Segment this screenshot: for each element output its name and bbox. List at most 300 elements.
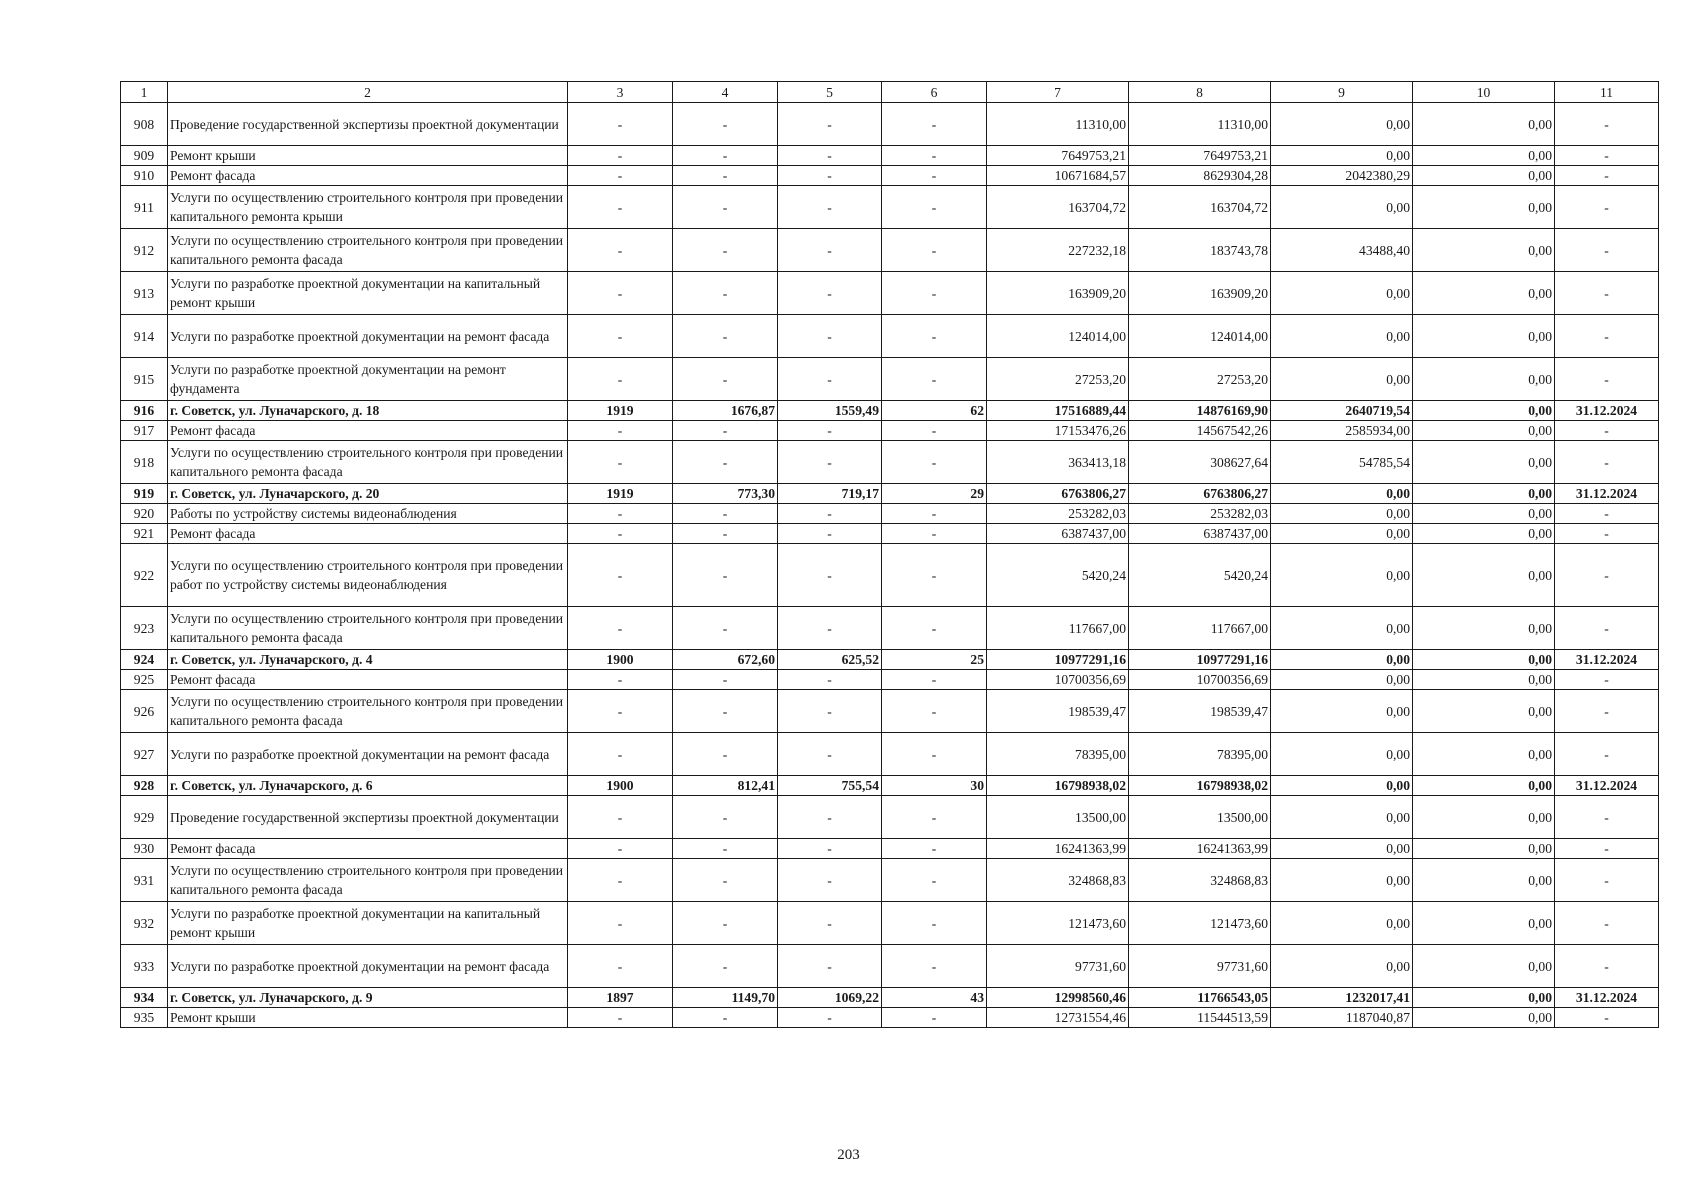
work-name-cell: Работы по устройству системы видеонаблюдения (168, 504, 568, 524)
fund-cost-cell: 11544513,59 (1129, 1008, 1271, 1028)
document-sheet (120, 81, 1659, 1028)
row-number-cell: 934 (121, 988, 168, 1008)
fund-cost-cell: 124014,00 (1129, 315, 1271, 358)
row-number-cell: 925 (121, 670, 168, 690)
completion-date-cell: 31.12.2024 (1555, 484, 1659, 504)
budget-cost-cell: 0,00 (1413, 229, 1555, 272)
area-living-cell: 1559,49 (778, 401, 882, 421)
residents-cell: - (882, 103, 987, 146)
total-cost-cell: 10977291,16 (987, 650, 1129, 670)
row-number-cell: 927 (121, 733, 168, 776)
total-cost-cell: 121473,60 (987, 902, 1129, 945)
total-cost-cell: 163909,20 (987, 272, 1129, 315)
year-cell: - (568, 733, 673, 776)
area-total-cell: - (673, 315, 778, 358)
area-living-cell: - (778, 1008, 882, 1028)
row-number-cell: 915 (121, 358, 168, 401)
fund-cost-cell: 6387437,00 (1129, 524, 1271, 544)
residents-cell: - (882, 504, 987, 524)
year-cell: 1900 (568, 776, 673, 796)
budget-cost-cell: 0,00 (1413, 421, 1555, 441)
area-total-cell: - (673, 945, 778, 988)
area-living-cell: - (778, 902, 882, 945)
area-total-cell: - (673, 358, 778, 401)
other-source-cell: 0,00 (1271, 690, 1413, 733)
budget-cost-cell: 0,00 (1413, 504, 1555, 524)
area-total-cell: - (673, 607, 778, 650)
address-cell: г. Советск, ул. Луначарского, д. 6 (168, 776, 568, 796)
completion-date-cell: - (1555, 272, 1659, 315)
row-number-cell: 929 (121, 796, 168, 839)
fund-cost-cell: 183743,78 (1129, 229, 1271, 272)
area-total-cell: - (673, 524, 778, 544)
residents-cell: - (882, 272, 987, 315)
fund-cost-cell: 14567542,26 (1129, 421, 1271, 441)
residents-cell: - (882, 690, 987, 733)
area-living-cell: - (778, 229, 882, 272)
row-number-cell: 924 (121, 650, 168, 670)
residents-cell: - (882, 166, 987, 186)
work-name-cell: Ремонт крыши (168, 146, 568, 166)
table-row (121, 670, 1659, 690)
budget-cost-cell: 0,00 (1413, 544, 1555, 607)
other-source-cell: 0,00 (1271, 796, 1413, 839)
budget-cost-cell: 0,00 (1413, 524, 1555, 544)
row-number-cell: 919 (121, 484, 168, 504)
year-cell: - (568, 166, 673, 186)
area-living-cell: 625,52 (778, 650, 882, 670)
total-cost-cell: 13500,00 (987, 796, 1129, 839)
fund-cost-cell: 308627,64 (1129, 441, 1271, 484)
work-name-cell: Услуги по осуществлению строительного контроля при проведении капитального ремонта фасада (168, 229, 568, 272)
area-total-cell: - (673, 670, 778, 690)
year-cell: - (568, 902, 673, 945)
work-name-cell: Услуги по разработке проектной документации на капитальный ремонт крыши (168, 272, 568, 315)
address-row (121, 650, 1659, 670)
total-cost-cell: 124014,00 (987, 315, 1129, 358)
other-source-cell: 1232017,41 (1271, 988, 1413, 1008)
residents-cell: - (882, 229, 987, 272)
table-row (121, 146, 1659, 166)
table-row (121, 945, 1659, 988)
completion-date-cell: - (1555, 607, 1659, 650)
residents-cell: - (882, 186, 987, 229)
row-number-cell: 916 (121, 401, 168, 421)
completion-date-cell: - (1555, 670, 1659, 690)
year-cell: - (568, 272, 673, 315)
residents-cell: - (882, 839, 987, 859)
completion-date-cell: - (1555, 902, 1659, 945)
column-header-11: 11 (1555, 82, 1659, 103)
budget-cost-cell: 0,00 (1413, 1008, 1555, 1028)
completion-date-cell: - (1555, 504, 1659, 524)
other-source-cell: 0,00 (1271, 484, 1413, 504)
year-cell: 1919 (568, 484, 673, 504)
column-header-7: 7 (987, 82, 1129, 103)
completion-date-cell: - (1555, 524, 1659, 544)
work-name-cell: Услуги по осуществлению строительного контроля при проведении работ по устройству системы видеонаблюдения (168, 544, 568, 607)
budget-cost-cell: 0,00 (1413, 690, 1555, 733)
completion-date-cell: 31.12.2024 (1555, 988, 1659, 1008)
area-total-cell: - (673, 544, 778, 607)
residents-cell: - (882, 544, 987, 607)
residents-cell: - (882, 796, 987, 839)
table-row (121, 358, 1659, 401)
residents-cell: - (882, 670, 987, 690)
total-cost-cell: 17153476,26 (987, 421, 1129, 441)
year-cell: - (568, 421, 673, 441)
other-source-cell: 0,00 (1271, 650, 1413, 670)
area-total-cell: 1676,87 (673, 401, 778, 421)
budget-cost-cell: 0,00 (1413, 796, 1555, 839)
residents-cell: - (882, 607, 987, 650)
fund-cost-cell: 13500,00 (1129, 796, 1271, 839)
work-name-cell: Услуги по разработке проектной документации на ремонт фасада (168, 945, 568, 988)
table-row (121, 272, 1659, 315)
fund-cost-cell: 14876169,90 (1129, 401, 1271, 421)
address-cell: г. Советск, ул. Луначарского, д. 9 (168, 988, 568, 1008)
fund-cost-cell: 117667,00 (1129, 607, 1271, 650)
budget-cost-cell: 0,00 (1413, 859, 1555, 902)
column-header-9: 9 (1271, 82, 1413, 103)
work-name-cell: Ремонт фасада (168, 670, 568, 690)
area-total-cell: 1149,70 (673, 988, 778, 1008)
area-living-cell: - (778, 733, 882, 776)
area-living-cell: - (778, 103, 882, 146)
column-header-8: 8 (1129, 82, 1271, 103)
residents-cell: 29 (882, 484, 987, 504)
total-cost-cell: 12731554,46 (987, 1008, 1129, 1028)
other-source-cell: 0,00 (1271, 776, 1413, 796)
area-total-cell: - (673, 504, 778, 524)
residents-cell: - (882, 441, 987, 484)
total-cost-cell: 16241363,99 (987, 839, 1129, 859)
area-living-cell: 755,54 (778, 776, 882, 796)
completion-date-cell: - (1555, 1008, 1659, 1028)
completion-date-cell: - (1555, 839, 1659, 859)
work-name-cell: Услуги по разработке проектной документации на капитальный ремонт крыши (168, 902, 568, 945)
other-source-cell: 54785,54 (1271, 441, 1413, 484)
fund-cost-cell: 163704,72 (1129, 186, 1271, 229)
address-cell: г. Советск, ул. Луначарского, д. 4 (168, 650, 568, 670)
area-total-cell: - (673, 690, 778, 733)
year-cell: - (568, 524, 673, 544)
table-row (121, 186, 1659, 229)
area-living-cell: - (778, 945, 882, 988)
address-cell: г. Советск, ул. Луначарского, д. 18 (168, 401, 568, 421)
work-name-cell: Услуги по разработке проектной документации на ремонт фасада (168, 315, 568, 358)
fund-cost-cell: 6763806,27 (1129, 484, 1271, 504)
table-row (121, 441, 1659, 484)
completion-date-cell: - (1555, 421, 1659, 441)
other-source-cell: 0,00 (1271, 272, 1413, 315)
completion-date-cell: - (1555, 690, 1659, 733)
fund-cost-cell: 78395,00 (1129, 733, 1271, 776)
residents-cell: - (882, 733, 987, 776)
area-total-cell: - (673, 421, 778, 441)
work-name-cell: Услуги по осуществлению строительного контроля при проведении капитального ремонта фасада (168, 441, 568, 484)
table-row (121, 733, 1659, 776)
fund-cost-cell: 16241363,99 (1129, 839, 1271, 859)
other-source-cell: 0,00 (1271, 902, 1413, 945)
fund-cost-cell: 5420,24 (1129, 544, 1271, 607)
row-number-cell: 928 (121, 776, 168, 796)
area-total-cell: - (673, 186, 778, 229)
area-living-cell: - (778, 504, 882, 524)
address-cell: г. Советск, ул. Луначарского, д. 20 (168, 484, 568, 504)
row-number-cell: 930 (121, 839, 168, 859)
residents-cell: - (882, 315, 987, 358)
budget-cost-cell: 0,00 (1413, 103, 1555, 146)
row-number-cell: 912 (121, 229, 168, 272)
other-source-cell: 0,00 (1271, 524, 1413, 544)
area-living-cell: - (778, 524, 882, 544)
year-cell: - (568, 441, 673, 484)
fund-cost-cell: 8629304,28 (1129, 166, 1271, 186)
year-cell: - (568, 859, 673, 902)
row-number-cell: 911 (121, 186, 168, 229)
row-number-cell: 918 (121, 441, 168, 484)
area-living-cell: - (778, 421, 882, 441)
area-total-cell: - (673, 103, 778, 146)
work-name-cell: Услуги по разработке проектной документации на ремонт фундамента (168, 358, 568, 401)
column-header-10: 10 (1413, 82, 1555, 103)
area-living-cell: 719,17 (778, 484, 882, 504)
work-name-cell: Ремонт крыши (168, 1008, 568, 1028)
year-cell: - (568, 796, 673, 839)
total-cost-cell: 10671684,57 (987, 166, 1129, 186)
completion-date-cell: 31.12.2024 (1555, 401, 1659, 421)
fund-cost-cell: 121473,60 (1129, 902, 1271, 945)
other-source-cell: 2042380,29 (1271, 166, 1413, 186)
total-cost-cell: 12998560,46 (987, 988, 1129, 1008)
area-living-cell: - (778, 690, 882, 733)
fund-cost-cell: 16798938,02 (1129, 776, 1271, 796)
year-cell: - (568, 670, 673, 690)
budget-cost-cell: 0,00 (1413, 401, 1555, 421)
completion-date-cell: - (1555, 315, 1659, 358)
total-cost-cell: 17516889,44 (987, 401, 1129, 421)
year-cell: - (568, 690, 673, 733)
budget-cost-cell: 0,00 (1413, 358, 1555, 401)
work-name-cell: Услуги по осуществлению строительного контроля при проведении капитального ремонта фасада (168, 607, 568, 650)
area-living-cell: - (778, 146, 882, 166)
total-cost-cell: 198539,47 (987, 690, 1129, 733)
area-total-cell: - (673, 146, 778, 166)
column-header-3: 3 (568, 82, 673, 103)
registry-table (120, 81, 1659, 1028)
fund-cost-cell: 11766543,05 (1129, 988, 1271, 1008)
residents-cell: - (882, 146, 987, 166)
work-name-cell: Ремонт фасада (168, 421, 568, 441)
work-name-cell: Проведение государственной экспертизы проектной документации (168, 796, 568, 839)
address-row (121, 776, 1659, 796)
row-number-cell: 935 (121, 1008, 168, 1028)
area-total-cell: - (673, 272, 778, 315)
budget-cost-cell: 0,00 (1413, 146, 1555, 166)
completion-date-cell: - (1555, 796, 1659, 839)
total-cost-cell: 6387437,00 (987, 524, 1129, 544)
year-cell: 1919 (568, 401, 673, 421)
other-source-cell: 0,00 (1271, 733, 1413, 776)
table-row (121, 796, 1659, 839)
table-row (121, 690, 1659, 733)
budget-cost-cell: 0,00 (1413, 607, 1555, 650)
address-row (121, 484, 1659, 504)
completion-date-cell: - (1555, 441, 1659, 484)
area-total-cell: - (673, 166, 778, 186)
completion-date-cell: - (1555, 229, 1659, 272)
area-total-cell: 773,30 (673, 484, 778, 504)
fund-cost-cell: 7649753,21 (1129, 146, 1271, 166)
residents-cell: - (882, 1008, 987, 1028)
address-row (121, 988, 1659, 1008)
row-number-cell: 917 (121, 421, 168, 441)
other-source-cell: 0,00 (1271, 945, 1413, 988)
work-name-cell: Ремонт фасада (168, 839, 568, 859)
other-source-cell: 0,00 (1271, 670, 1413, 690)
row-number-cell: 931 (121, 859, 168, 902)
other-source-cell: 0,00 (1271, 146, 1413, 166)
area-living-cell: - (778, 272, 882, 315)
budget-cost-cell: 0,00 (1413, 484, 1555, 504)
year-cell: - (568, 315, 673, 358)
table-row (121, 524, 1659, 544)
fund-cost-cell: 10700356,69 (1129, 670, 1271, 690)
table-row (121, 103, 1659, 146)
other-source-cell: 0,00 (1271, 358, 1413, 401)
other-source-cell: 43488,40 (1271, 229, 1413, 272)
row-number-cell: 910 (121, 166, 168, 186)
fund-cost-cell: 253282,03 (1129, 504, 1271, 524)
work-name-cell: Услуги по осуществлению строительного контроля при проведении капитального ремонта крыши (168, 186, 568, 229)
table-row (121, 544, 1659, 607)
budget-cost-cell: 0,00 (1413, 945, 1555, 988)
area-total-cell: - (673, 839, 778, 859)
budget-cost-cell: 0,00 (1413, 650, 1555, 670)
area-living-cell: - (778, 859, 882, 902)
budget-cost-cell: 0,00 (1413, 272, 1555, 315)
residents-cell: 43 (882, 988, 987, 1008)
column-header-1: 1 (121, 82, 168, 103)
column-header-2: 2 (168, 82, 568, 103)
table-row (121, 166, 1659, 186)
fund-cost-cell: 163909,20 (1129, 272, 1271, 315)
residents-cell: - (882, 859, 987, 902)
total-cost-cell: 363413,18 (987, 441, 1129, 484)
area-total-cell: - (673, 796, 778, 839)
table-row (121, 504, 1659, 524)
total-cost-cell: 97731,60 (987, 945, 1129, 988)
work-name-cell: Проведение государственной экспертизы проектной документации (168, 103, 568, 146)
total-cost-cell: 117667,00 (987, 607, 1129, 650)
row-number-cell: 909 (121, 146, 168, 166)
total-cost-cell: 227232,18 (987, 229, 1129, 272)
work-name-cell: Услуги по разработке проектной документации на ремонт фасада (168, 733, 568, 776)
residents-cell: 30 (882, 776, 987, 796)
area-living-cell: - (778, 315, 882, 358)
address-row (121, 401, 1659, 421)
column-header-6: 6 (882, 82, 987, 103)
completion-date-cell: - (1555, 166, 1659, 186)
budget-cost-cell: 0,00 (1413, 315, 1555, 358)
completion-date-cell: - (1555, 733, 1659, 776)
residents-cell: 62 (882, 401, 987, 421)
budget-cost-cell: 0,00 (1413, 776, 1555, 796)
table-row (121, 421, 1659, 441)
total-cost-cell: 324868,83 (987, 859, 1129, 902)
other-source-cell: 0,00 (1271, 544, 1413, 607)
budget-cost-cell: 0,00 (1413, 670, 1555, 690)
row-number-cell: 932 (121, 902, 168, 945)
fund-cost-cell: 324868,83 (1129, 859, 1271, 902)
budget-cost-cell: 0,00 (1413, 733, 1555, 776)
table-row (121, 859, 1659, 902)
budget-cost-cell: 0,00 (1413, 441, 1555, 484)
table-row (121, 229, 1659, 272)
other-source-cell: 1187040,87 (1271, 1008, 1413, 1028)
completion-date-cell: - (1555, 544, 1659, 607)
work-name-cell: Услуги по осуществлению строительного контроля при проведении капитального ремонта фасада (168, 690, 568, 733)
area-living-cell: - (778, 441, 882, 484)
area-total-cell: - (673, 1008, 778, 1028)
area-living-cell: - (778, 166, 882, 186)
year-cell: - (568, 504, 673, 524)
budget-cost-cell: 0,00 (1413, 166, 1555, 186)
total-cost-cell: 10700356,69 (987, 670, 1129, 690)
table-row (121, 902, 1659, 945)
area-living-cell: - (778, 670, 882, 690)
fund-cost-cell: 10977291,16 (1129, 650, 1271, 670)
total-cost-cell: 78395,00 (987, 733, 1129, 776)
year-cell: 1900 (568, 650, 673, 670)
area-living-cell: - (778, 186, 882, 229)
completion-date-cell: 31.12.2024 (1555, 776, 1659, 796)
work-name-cell: Ремонт фасада (168, 166, 568, 186)
total-cost-cell: 6763806,27 (987, 484, 1129, 504)
completion-date-cell: - (1555, 358, 1659, 401)
other-source-cell: 0,00 (1271, 103, 1413, 146)
residents-cell: - (882, 358, 987, 401)
row-number-cell: 922 (121, 544, 168, 607)
year-cell: 1897 (568, 988, 673, 1008)
fund-cost-cell: 11310,00 (1129, 103, 1271, 146)
total-cost-cell: 253282,03 (987, 504, 1129, 524)
work-name-cell: Услуги по осуществлению строительного контроля при проведении капитального ремонта фасада (168, 859, 568, 902)
area-total-cell: 672,60 (673, 650, 778, 670)
year-cell: - (568, 103, 673, 146)
budget-cost-cell: 0,00 (1413, 902, 1555, 945)
year-cell: - (568, 945, 673, 988)
table-row (121, 839, 1659, 859)
year-cell: - (568, 607, 673, 650)
area-total-cell: - (673, 902, 778, 945)
year-cell: - (568, 839, 673, 859)
work-name-cell: Ремонт фасада (168, 524, 568, 544)
row-number-cell: 923 (121, 607, 168, 650)
completion-date-cell: 31.12.2024 (1555, 650, 1659, 670)
residents-cell: - (882, 421, 987, 441)
table-row (121, 1008, 1659, 1028)
completion-date-cell: - (1555, 146, 1659, 166)
total-cost-cell: 5420,24 (987, 544, 1129, 607)
table-row (121, 315, 1659, 358)
year-cell: - (568, 358, 673, 401)
total-cost-cell: 11310,00 (987, 103, 1129, 146)
row-number-cell: 926 (121, 690, 168, 733)
year-cell: - (568, 544, 673, 607)
other-source-cell: 0,00 (1271, 839, 1413, 859)
